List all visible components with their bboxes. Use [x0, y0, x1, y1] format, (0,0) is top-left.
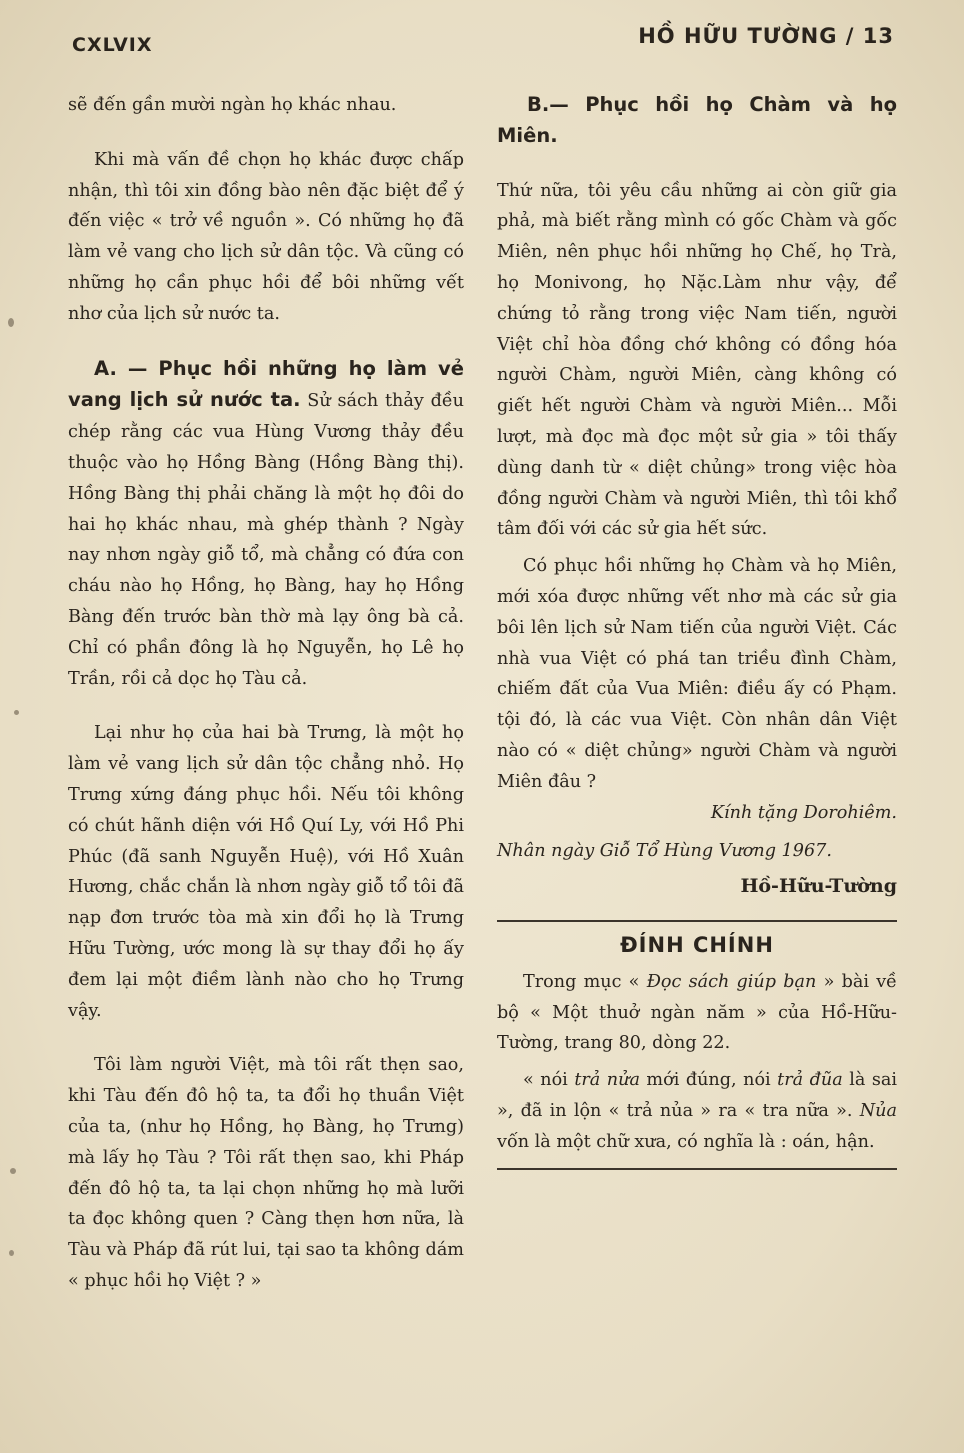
paragraph: Khi mà vấn đề chọn họ khác được chấp nhận, thì tôi xin đồng bào nên đặc biệt để ý đến việc « trở về nguồn ». Có những họ đã làm vẻ vang cho lịch sử dân tộc. Và cũng có những họ cần phục hồi để bôi những vết nhơ của lịch sử nước ta.: [68, 149, 464, 324]
divider: [497, 920, 897, 922]
paper-speck: [14, 710, 19, 715]
author-signature: Hồ-Hữu-Tường: [740, 875, 897, 898]
page-code: CXLVIX: [72, 34, 153, 56]
section-a: [68, 354, 464, 695]
paragraph: Lại như họ của hai bà Trưng, là một họ làm vẻ vang lịch sử dân tộc chẳng nhỏ. Họ Trưng xứng đáng phục hồi. Nếu tôi không có chút hãnh diện với Hồ Quí Ly, với Hồ Phi Phúc (đã sanh Nguyễn Huệ), với Hồ Xuân Hương, chắc chắn là nhơn ngày giỗ tổ tôi đã nạp đơn trước tòa mà xin đổi họ là Trưng Hữu Tường, ước mong là sự thay đổi họ ấy đem lại một điềm lành nào cho họ Trưng vậy.: [68, 723, 464, 1021]
bottom-divider: [497, 1168, 897, 1170]
paper-speck: [10, 1168, 16, 1174]
right-column: [497, 90, 897, 1170]
correction-paragraph: Trong mục « Đọc sách giúp bạn » bài về bộ « Một thuở ngàn năm » của Hồ-Hữu-Tường, trang 80, dòng 22.: [497, 971, 897, 1054]
running-title: HỒ HỮU TƯỜNG / 13: [638, 24, 894, 48]
correction-title: ĐÍNH CHÍNH: [620, 932, 774, 957]
paragraph: Tôi làm người Việt, mà tôi rất thẹn sao, khi Tàu đến đô hộ ta, ta đổi họ thuần Việt của ta, (như họ Hồng, họ Bàng, họ Trưng) mà lấy họ Tàu ? Tôi rất thẹn sao, khi Pháp đến đô hộ ta, ta lại chọn những họ mà lưỡi ta đọc không quen ? Càng thẹn hơn nữa, là Tàu và Pháp đã rút lui, tại sao ta không dám « phục hồi họ Việt ? »: [68, 1055, 464, 1291]
date-line: Nhân ngày Giỗ Tổ Hùng Vương 1967.: [497, 841, 832, 862]
correction-paragraph: « nói trả nửa mới đúng, nói trả đũa là sai », đã in lộn « trả nủa » ra « tra nữa ». Nủa vốn là một chữ xưa, có nghĩa là : oán, hận.: [497, 1070, 897, 1152]
left-column: [68, 90, 464, 1297]
dedication: Kính tặng Dorohiêm.: [710, 802, 897, 823]
section-a-heading: A. — Phục hồi những họ làm vẻ vang lịch sử nước ta.: [68, 356, 464, 412]
section-a-text: Sử sách thảy đều chép rằng các vua Hùng Vương thảy đều thuộc vào họ Hồng Bàng (Hồng Bàng thị). Hồng Bàng thị phải chăng là một họ đôi do hai họ khác nhau, mà ghép thành ? Ngày nay nhơn ngày giỗ tổ, mà chẳng có đứa con cháu nào họ Hồng, họ Bàng, hay họ Hồng Bàng đến trước bàn thờ mà lạy ông bà cả. Chỉ có phần đông là họ Nguyễn, họ Lê họ Trần, rồi cả dọc họ Tàu cả.: [68, 391, 464, 689]
section-b-heading: B.— Phục hồi họ Chàm và họ Miên.: [497, 93, 897, 147]
paragraph: Thứ nữa, tôi yêu cầu những ai còn giữ gia phả, mà biết rằng mình có gốc Chàm và gốc Miên, nên phục hồi những họ Chế, họ Trà, họ Monivong, họ Nặc.Làm như vậy, để chứng tỏ rằng trong việc Nam tiến, người Việt chỉ hòa đồng chớ không có đồng hóa người Chàm, người Miên, càng không có giết hết người Chàm và người Miên... Mỗi lượt, mà đọc mà đọc một sử gia » tôi thấy dùng danh từ « diệt chủng» trong việc hòa đồng người Chàm và người Miên, thì tôi khổ tâm đối với các sử gia hết sức.: [497, 180, 897, 540]
paragraph: Có phục hồi những họ Chàm và họ Miên, mới xóa được những vết nhơ mà các sử gia bôi lên lịch sử Nam tiến của người Việt. Các nhà vua Việt có phá tan triều đình Chàm, chiếm đất của Vua Miên: điều ấy có Phạm. tội đó, là các vua Việt. Còn nhân dân Việt nào có « diệt chủng» người Chàm và người Miên đâu ?: [497, 556, 897, 792]
page-header: [72, 22, 894, 62]
paragraph: sẽ đến gần mười ngàn họ khác nhau.: [68, 95, 397, 115]
paper-speck: [9, 1250, 14, 1256]
paper-speck: [8, 318, 14, 327]
